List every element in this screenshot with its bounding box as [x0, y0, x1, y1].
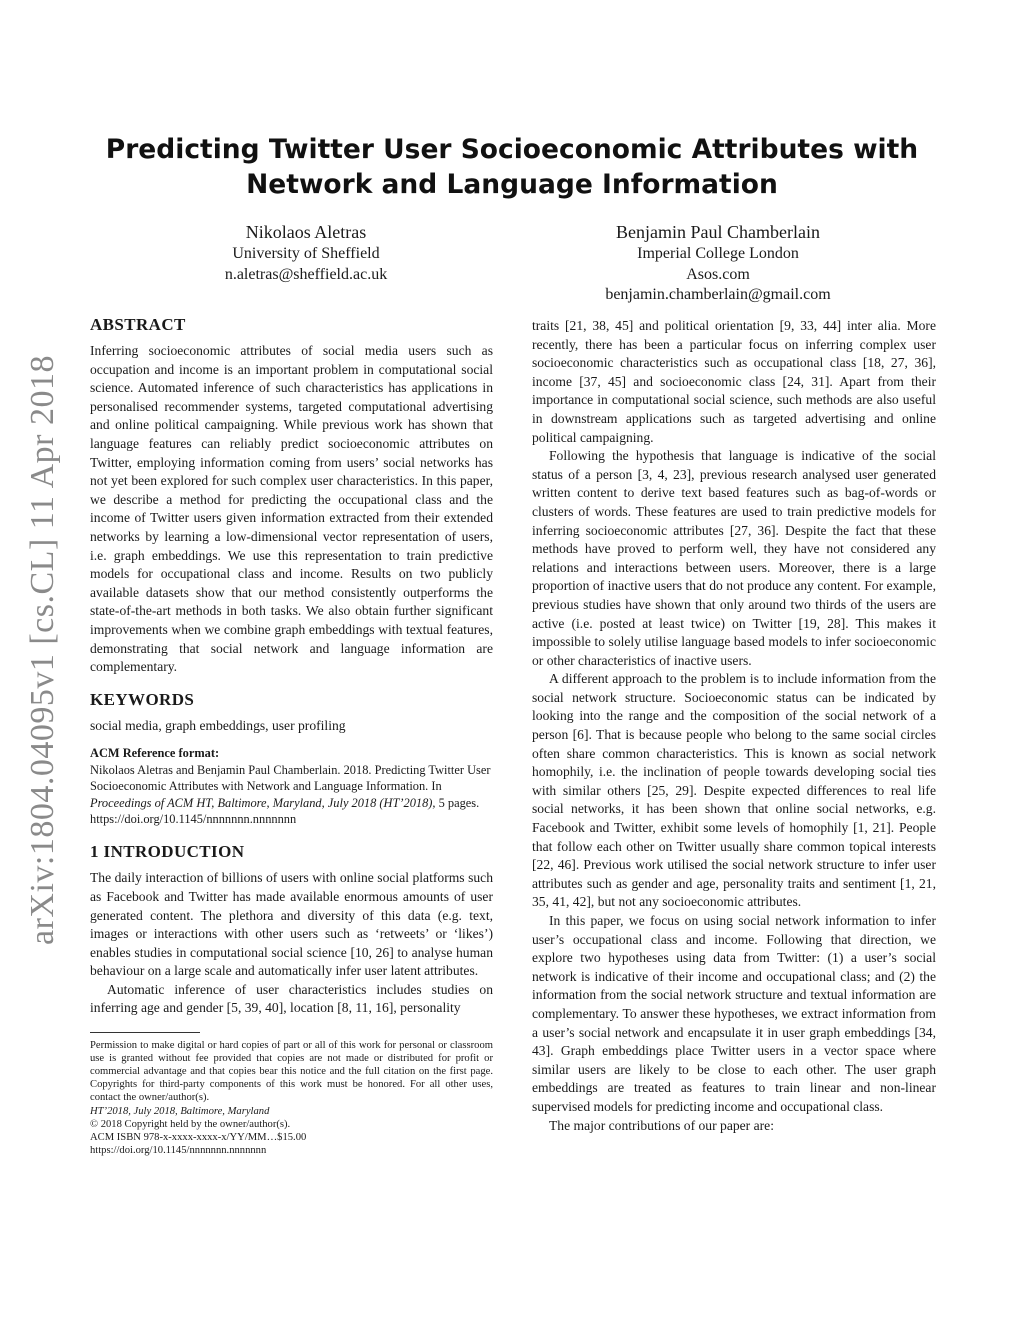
- acm-reference-authors-title: Nikolaos Aletras and Benjamin Paul Chamberlain. 2018. Predicting Twitter User Socioeconomic Attributes with Network and Language Information. In: [90, 762, 491, 794]
- arxiv-identifier: arXiv:1804.04095v1 [cs.CL] 11 Apr 2018: [24, 354, 61, 946]
- abstract-heading: ABSTRACT: [90, 315, 186, 334]
- body-paragraph: Following the hypothesis that language is indicative of the social status of a person [3, 4, 23], previous research analysed user generated written content to derive text based features such as bag-of-words or clusters of words. These features are used to train predictive models for inferring socioeconomic attributes [27, 36]. Despite the fact that these methods have proved to perform well, they have not considered any relations and interactions between users. Moreover, there is a large proportion of inactive users that do not produce any content. For example, previous studies have shown that only around two thirds of the users are active (i.e. posted at least twice) on Twitter [19, 28]. This makes it impossible to solely utilise language based models to infer socioeconomic or other characteristics of inactive users.: [532, 448, 936, 668]
- intro-paragraph: The daily interaction of billions of users with online social platforms such as Facebook and Twitter has made available enormous amounts of user generated content. The plethora and diversity of this data (e.g. text, images or interactions with other users such as ‘retweets’ or ‘likes’) enables studies in computational social science [10, 26] to analyse human behaviour on a large scale and automatically infer user latent attributes.: [90, 870, 493, 979]
- footnote-divider: [90, 1032, 200, 1033]
- left-column: [90, 314, 493, 1157]
- author-block-1: [176, 220, 436, 285]
- acm-reference-venue: Proceedings of ACM HT, Baltimore, Maryland, July 2018 (HT’2018),: [90, 795, 436, 810]
- copyright-notice: © 2018 Copyright held by the owner/author(s).: [90, 1118, 291, 1130]
- acm-reference-text: [90, 762, 493, 828]
- keywords-heading: KEYWORDS: [90, 689, 195, 709]
- arxiv-stamp-area: [16, 350, 70, 950]
- footnote-doi[interactable]: https://doi.org/10.1145/nnnnnnn.nnnnnnn: [90, 1144, 267, 1156]
- permission-notice: Permission to make digital or hard copies of part or all of this work for personal or classroom use is granted without fee provided that copies are not made or distributed for profit or commercial advantage and that copies bear this notice and the full citation on the first page. Copyrights for third-party components of this work must be honored. For all other uses, contact the owner/author(s).: [90, 1040, 493, 1104]
- author-email: n.aletras@sheffield.ac.uk: [224, 265, 388, 283]
- paper-title: Predicting Twitter User Socioeconomic Attributes with Network and Language Information: [105, 134, 919, 200]
- author-name: Benjamin Paul Chamberlain: [616, 222, 820, 242]
- author-name: Nikolaos Aletras: [245, 222, 367, 242]
- acm-reference-pages: 5 pages.: [435, 795, 480, 810]
- author-email: benjamin.chamberlain@gmail.com: [605, 286, 831, 303]
- acm-reference-heading: ACM Reference format:: [90, 745, 220, 760]
- body-paragraph: In this paper, we focus on using social network information to infer user’s occupational class and income. Following that direction, we explore two hypotheses using data from Twitter: (1) a user’s social network is indicative of their income and occupational class; and (2) the information from the social network structure and textual information are complementary. To answer these hypotheses, we extract information from a user’s social network and encapsulate it in user graph embeddings [34, 43]. Graph embeddings place Twitter users in a vector space where similar users are likely to be close to each other. The user graph embeddings are treated as features to train linear and non-linear supervised models for predicting income and occupational class.: [532, 913, 936, 1114]
- author-affiliation: Imperial College London: [637, 245, 799, 262]
- keywords-text: social media, graph embeddings, user profiling: [90, 717, 346, 733]
- acm-reference-doi[interactable]: https://doi.org/10.1145/nnnnnnn.nnnnnnn: [90, 811, 297, 826]
- author-affiliation-2: Asos.com: [686, 265, 750, 283]
- author-block-2: [568, 220, 868, 306]
- conference-venue: HT’2018, July 2018, Baltimore, Maryland: [90, 1105, 270, 1117]
- author-affiliation: University of Sheffield: [232, 245, 380, 262]
- abstract-text: Inferring socioeconomic attributes of social media users such as occupation and income is an important problem in computational social science. Automated inference of such characteristics has applications in personalised recommender systems, targeted computational advertising and online political campaigning. While previous work has shown that language features can reliably predict socioeconomic attributes on Twitter, employing information coming from users’ social networks has not yet been explored for such complex user characteristics. In this paper, we describe a method for predicting the occupational class and the income of Twitter users given information extracted from their extended networks by learning a low-dimensional vector representation of users, i.e. graph embeddings. We use this representation to train predictive models for occupational class and income. Results on two publicly available datasets show that our method consistently outperforms the state-of-the-art methods in both tasks. We also obtain further significant improvements when we combine graph embeddings with textual features, demonstrating that social network and language information are complementary.: [90, 343, 493, 675]
- body-paragraph: A different approach to the problem is to include information from the social network structure. Socioeconomic status can be indicated by looking into the range and the composition of the social network of a person [6]. That is because people who belong to the same social circles often share common characteristics. This is known as social network homophily, i.e. the inclination of people towards developing social ties with similar others [25, 29]. Despite expected differences to real life social networks, it has been shown that online social networks, e.g. Facebook and Twitter, exhibit some levels of homophily [1, 21]. People that follow each other on Twitter usually share common topical interests [22, 46]. Previous work utilised the social network structure to infer user attributes such as gender and age, personality traits and sentiment [1, 21, 35, 41, 42], but not any socioeconomic attributes.: [532, 671, 936, 910]
- isbn-line: ACM ISBN 978-x-xxxx-xxxx-x/YY/MM…$15.00: [90, 1131, 307, 1143]
- introduction-heading: 1 INTRODUCTION: [90, 842, 245, 862]
- body-paragraph: The major contributions of our paper are:: [549, 1117, 774, 1133]
- intro-paragraph: Automatic inference of user characteristics includes studies on inferring age and gender [5, 39, 40], location [8, 11, 16], personality: [90, 981, 493, 1016]
- right-column: [532, 317, 936, 1135]
- body-paragraph: traits [21, 38, 45] and political orientation [9, 33, 44] inter alia. More recently, there has been a particular focus on inferring complex user socioeconomic characteristics such as occupational class [18, 27, 36], income [37, 45] and socioeconomic class [24, 31]. Apart from their importance in computational social science, such methods are also useful in downstream applications such as targeted advertising and online political campaigning.: [532, 318, 936, 445]
